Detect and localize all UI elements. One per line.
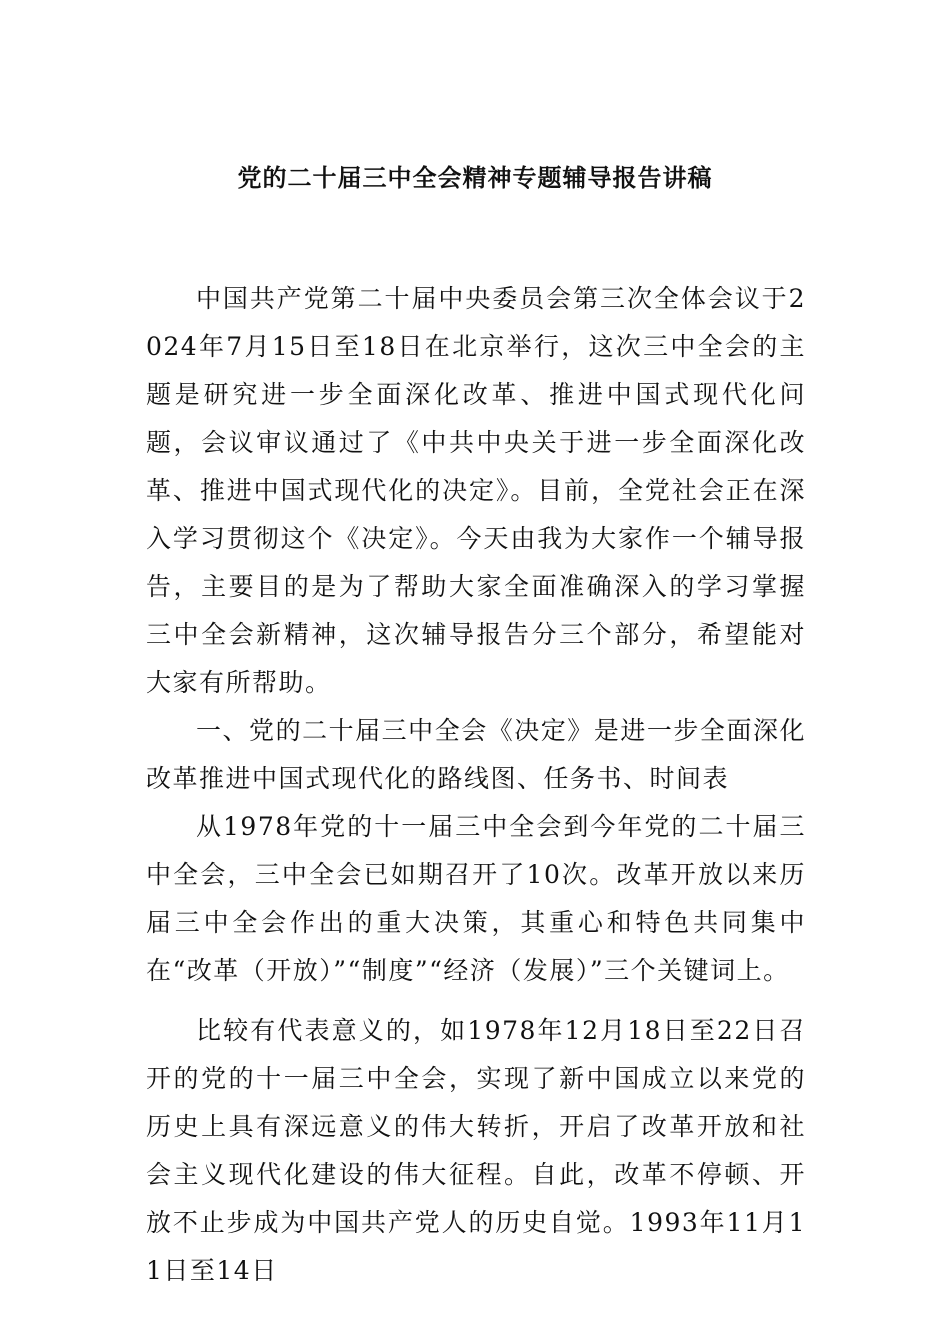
paragraph-examples: 比较有代表意义的，如1978年12月18日至22日召开的党的十一届三中全会，实现了新中国成立以来党的历史上具有深远意义的伟大转折，开启了改革开放和社会主义现代化建设的伟大征程。自此，改革不停顿、开放不止步成为中国共产党人的历史自觉。1993年11月11日至14日 xyxy=(146,1016,806,1285)
document-title: 党的二十届三中全会精神专题辅导报告讲稿 xyxy=(237,164,713,192)
paragraph-history: 从1978年党的十一届三中全会到今年党的二十届三中全会，三中全会已如期召开了10次。改革开放以来历届三中全会作出的重大决策，其重心和特色共同集中在“改革（开放）”“制度”“经济（发展）”三个关键词上。 xyxy=(146,812,806,985)
document-body xyxy=(146,275,806,1295)
section-heading-1: 一、党的二十届三中全会《决定》是进一步全面深化改革推进中国式现代化的路线图、任务书、时间表 xyxy=(146,716,806,793)
paragraph-intro: 中国共产党第二十届中央委员会第三次全体会议于2024年7月15日至18日在北京举行，这次三中全会的主题是研究进一步全面深化改革、推进中国式现代化问题，会议审议通过了《中共中央关于进一步全面深化改革、推进中国式现代化的决定》。目前，全党社会正在深入学习贯彻这个《决定》。今天由我为大家作一个辅导报告，主要目的是为了帮助大家全面准确深入的学习掌握三中全会新精神，这次辅导报告分三个部分，希望能对大家有所帮助。 xyxy=(146,284,806,697)
